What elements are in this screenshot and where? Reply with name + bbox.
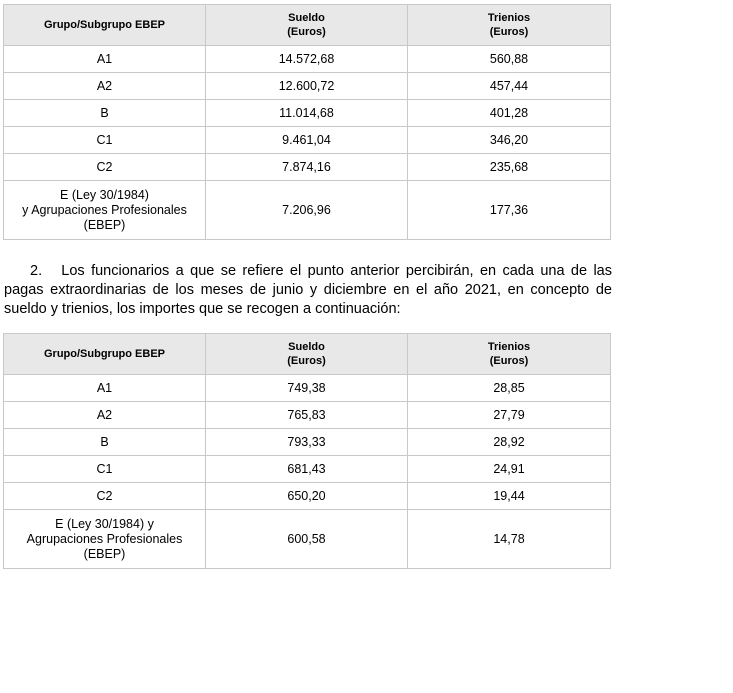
cell-sueldo: 7.206,96: [206, 181, 408, 240]
cell-sueldo: 749,38: [206, 375, 408, 402]
cell-group: B: [4, 100, 206, 127]
cell-trienios: 235,68: [408, 154, 611, 181]
table-row: [4, 429, 611, 456]
cell-group: C2: [4, 483, 206, 510]
column-header-sueldo: Sueldo (Euros): [206, 334, 408, 375]
table-row: [4, 46, 611, 73]
table-row: [4, 456, 611, 483]
cell-sueldo: 793,33: [206, 429, 408, 456]
table-row: [4, 483, 611, 510]
column-header-group: Grupo/Subgrupo EBEP: [4, 334, 206, 375]
cell-trienios: 560,88: [408, 46, 611, 73]
cell-sueldo: 7.874,16: [206, 154, 408, 181]
table-row: [4, 73, 611, 100]
table-row: [4, 402, 611, 429]
column-header-trienios: Trienios (Euros): [408, 5, 611, 46]
cell-trienios: 346,20: [408, 127, 611, 154]
cell-sueldo: 650,20: [206, 483, 408, 510]
table-row: [4, 510, 611, 569]
cell-sueldo: 765,83: [206, 402, 408, 429]
table-row: [4, 375, 611, 402]
cell-sueldo: 600,58: [206, 510, 408, 569]
cell-trienios: 28,92: [408, 429, 611, 456]
cell-sueldo: 9.461,04: [206, 127, 408, 154]
cell-sueldo: 14.572,68: [206, 46, 408, 73]
cell-group: C1: [4, 456, 206, 483]
salary-table-annual: [3, 4, 611, 240]
cell-trienios: 14,78: [408, 510, 611, 569]
cell-trienios: 27,79: [408, 402, 611, 429]
salary-table-extra-pay: [3, 333, 611, 569]
column-header-sueldo: Sueldo (Euros): [206, 5, 408, 46]
column-header-group: Grupo/Subgrupo EBEP: [4, 5, 206, 46]
cell-group: A1: [4, 375, 206, 402]
cell-group: C2: [4, 154, 206, 181]
table-row: [4, 181, 611, 240]
cell-group: A2: [4, 73, 206, 100]
paragraph-text: Los funcionarios a que se refiere el punto anterior percibirán, en cada una de las pagas extraordinarias de los meses de junio y diciembre en el año 2021, en concepto de sueldo y trienios, los importes que se recogen a continuación:: [4, 263, 612, 317]
cell-sueldo: 681,43: [206, 456, 408, 483]
cell-group: E (Ley 30/1984) y Agrupaciones Profesionales (EBEP): [4, 181, 206, 240]
table-row: [4, 100, 611, 127]
table-header-row: [4, 334, 611, 375]
cell-trienios: 24,91: [408, 456, 611, 483]
paragraph-number: 2.: [30, 263, 43, 279]
cell-group: A2: [4, 402, 206, 429]
cell-sueldo: 12.600,72: [206, 73, 408, 100]
cell-trienios: 177,36: [408, 181, 611, 240]
column-header-trienios: Trienios (Euros): [408, 334, 611, 375]
cell-group: A1: [4, 46, 206, 73]
table-row: [4, 127, 611, 154]
cell-group: E (Ley 30/1984) y Agrupaciones Profesionales (EBEP): [4, 510, 206, 569]
cell-trienios: 401,28: [408, 100, 611, 127]
cell-trienios: 28,85: [408, 375, 611, 402]
table-row: [4, 154, 611, 181]
cell-group: C1: [4, 127, 206, 154]
cell-sueldo: 11.014,68: [206, 100, 408, 127]
cell-trienios: 19,44: [408, 483, 611, 510]
cell-trienios: 457,44: [408, 73, 611, 100]
table-header-row: [4, 5, 611, 46]
paragraph-extra-pay: [4, 262, 612, 319]
cell-group: B: [4, 429, 206, 456]
